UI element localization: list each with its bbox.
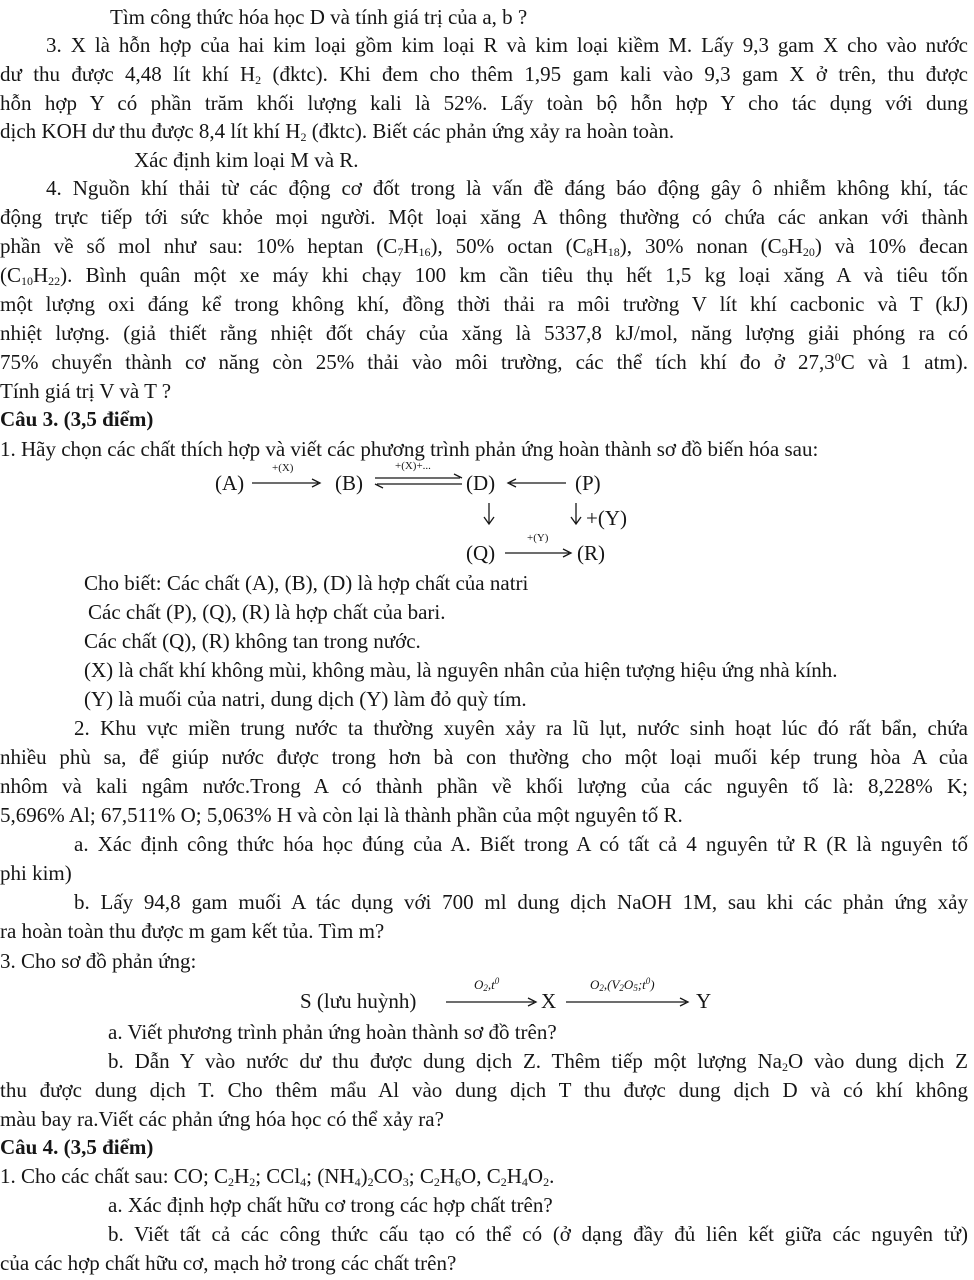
superscript: 0	[645, 976, 651, 986]
text: a. Xác định công thức hóa học đúng của A. Biết trong A có tất cả 4 nguyên tử R (R là nguyên tố	[74, 832, 968, 856]
text-line	[88, 599, 445, 625]
text: Câu 3. (3,5 điểm)	[0, 407, 154, 431]
arrow-s-x	[446, 1002, 540, 1012]
text: a. Xác định hợp chất hữu cơ trong các hợp chất trên?	[108, 1193, 553, 1217]
text: (X) là chất khí không mùi, không màu, là nguyên nhân của hiện tượng hiệu ứng nhà kính.	[84, 658, 838, 682]
text: 1. Hãy chọn các chất thích hợp và viết các phương trình phản ứng hoàn thành sơ đồ biến hóa sau:	[0, 437, 819, 461]
text: ; CCl	[255, 1164, 301, 1188]
subscript: 4	[354, 1175, 361, 1189]
text: hỗn hợp Y có phần trăm khối lượng kali là 52%. Lấy toàn bộ hỗn hợp Y cho tác dụng với dung	[0, 91, 968, 115]
superscript: 0	[494, 976, 500, 986]
text-line	[108, 1048, 968, 1074]
text: ). Bình quân một xe máy khi chạy 100 km cần tiêu thụ hết 1,5 kg loại xăng A và tiêu tốn	[60, 263, 968, 287]
text: một lượng oxi đáng kể trong không khí, đồng thời thải ra môi trường V lít khí cacbonic và T (kJ)	[0, 292, 968, 316]
arrow-label-pr: +(Y)	[586, 506, 627, 530]
text: )	[650, 977, 655, 992]
text: O	[474, 977, 484, 992]
text-line	[0, 1250, 456, 1276]
text-line	[0, 320, 968, 346]
problem-4-line	[46, 175, 968, 201]
subscript: 3	[402, 1175, 409, 1189]
subscript: 10	[21, 274, 33, 288]
text: Tìm công thức hóa học D và tính giá trị của a, b ?	[110, 5, 528, 29]
arrow-ab	[252, 483, 322, 493]
text-line	[0, 948, 196, 974]
text-line	[0, 262, 968, 288]
text: 4. Nguồn khí thải từ các động cơ đốt trong là vấn đề đáng báo động gây ô nhiễm không khí, tác	[46, 176, 968, 200]
subscript: 16	[418, 245, 431, 259]
text: )	[360, 1164, 368, 1188]
section-heading-cau-4	[0, 1134, 153, 1160]
text-line	[0, 349, 968, 375]
text: Tính giá trị V và T ?	[0, 379, 172, 403]
compound-x: X	[541, 989, 557, 1013]
text: động trực tiếp tới sức khỏe mọi người. Một loại xăng A thông thường có chứa các ankan với thành	[0, 205, 968, 229]
arrow-qr	[505, 553, 575, 563]
compound-q: (Q)	[466, 541, 496, 565]
text: H	[592, 234, 608, 258]
compound-s: S (lưu huỳnh)	[300, 989, 417, 1013]
text-line	[74, 831, 968, 857]
subscript: 8	[586, 245, 593, 259]
subscript: 2	[300, 130, 307, 144]
arrow-pd	[508, 483, 568, 493]
text: 75% chuyển thành cơ năng còn 25% thải vào môi trường, các thể tích khí đo ở 27,3	[0, 350, 835, 374]
text: ; (NH	[306, 1164, 355, 1188]
text: 3. Cho sơ đồ phản ứng:	[0, 949, 197, 973]
subscript: 9	[781, 245, 788, 259]
subscript: 22	[48, 274, 61, 288]
text: (C	[0, 263, 21, 287]
subscript: 4	[521, 1175, 528, 1189]
arrow-bd-reversible	[375, 478, 465, 492]
text: C và 1 atm).	[840, 350, 968, 374]
text-line	[108, 1221, 968, 1247]
text: nhiều phù sa, để giúp nước được trong hơn bà con thường cho một loại muối kép trung hòa A của	[0, 745, 968, 769]
text-line	[0, 1077, 968, 1103]
text: ra hoàn toàn thu được m gam kết tủa. Tìm m?	[0, 919, 385, 943]
text: 3. X là hỗn hợp của hai kim loại gồm kim loại R và kim loại kiềm M. Lấy 9,3 gam X cho vào nước	[46, 33, 968, 57]
text: Cho biết: Các chất (A), (B), (D) là hợp chất của natri	[84, 571, 529, 595]
subscript: 4	[300, 1175, 307, 1189]
text: ; C	[408, 1164, 434, 1188]
subscript: 7	[397, 245, 404, 259]
subscript: 2	[249, 1175, 256, 1189]
arrow-pr-down	[570, 503, 582, 527]
text: O	[623, 977, 634, 992]
subscript: 2	[543, 1175, 550, 1189]
subscript: 2	[619, 983, 624, 993]
text-line	[0, 378, 171, 404]
arrow-label-qr: +(Y)	[527, 532, 549, 544]
subscript: 6	[455, 1175, 462, 1189]
text-line	[0, 773, 968, 799]
text: dư thu được 4,48 lít khí H	[0, 62, 256, 86]
text: O	[590, 977, 600, 992]
text: ,(V	[603, 977, 620, 992]
text: Xác định kim loại M và R.	[134, 148, 359, 172]
text-line	[84, 628, 421, 654]
superscript: 0	[834, 350, 841, 364]
subscript: 2	[500, 1175, 507, 1189]
text: H	[234, 1164, 250, 1188]
text: O	[527, 1164, 544, 1188]
text: 1. Cho các chất sau: CO; C	[0, 1164, 229, 1188]
compound-r: (R)	[577, 541, 605, 565]
text: Các chất (P), (Q), (R) là hợp chất của bari.	[88, 600, 446, 624]
compound-p: (P)	[575, 471, 601, 495]
subscript: 18	[607, 245, 620, 259]
text-line	[0, 802, 683, 828]
subscript: 2	[782, 1060, 788, 1074]
text-line	[84, 657, 838, 683]
text-line	[0, 233, 968, 259]
subscript: 2	[228, 1175, 235, 1189]
text-line	[0, 860, 72, 886]
text: 2. Khu vực miền trung nước ta thường xuyên xảy ra lũ lụt, nước sinh hoạt lúc đó rất bẩn, chứa	[74, 716, 968, 740]
text: ;t	[637, 977, 646, 992]
text: b. Dẫn Y vào nước dư thu được dung dịch Z. Thêm tiếp một lượng Na	[108, 1049, 782, 1073]
text: 5,696% Al; 67,511% O; 5,063% H và còn lại là thành phần của một nguyên tố R.	[0, 803, 683, 827]
text: O, C	[461, 1164, 501, 1188]
text-line	[108, 1192, 553, 1218]
compound-a: (A)	[215, 471, 245, 495]
text-line	[74, 889, 968, 915]
text-line	[0, 744, 968, 770]
text: màu bay ra.Viết các phản ứng hóa học có thể xảy ra?	[0, 1107, 444, 1131]
text: CO	[373, 1164, 403, 1188]
text-line	[0, 918, 384, 944]
text: Các chất (Q), (R) không tan trong nước.	[84, 629, 421, 653]
text: của các hợp chất hữu cơ, mạch hở trong các chất trên?	[0, 1251, 457, 1275]
text: H	[787, 234, 803, 258]
subscript: 2	[599, 983, 604, 993]
text-line	[0, 291, 968, 317]
text: ,t	[487, 977, 495, 992]
text: H	[33, 263, 49, 287]
text: (đktc). Khi đem cho thêm 1,95 gam kali vào 9,3 gam X ở trên, thu được	[261, 62, 968, 86]
text-line	[0, 90, 968, 116]
text: H	[439, 1164, 456, 1188]
subscript: 2	[367, 1175, 374, 1189]
text-line	[0, 1106, 444, 1132]
section-heading-cau-3	[0, 406, 153, 432]
text: dịch KOH dư thu được 8,4 lít khí H	[0, 119, 301, 143]
text-line	[84, 570, 528, 596]
arrow-dq-down	[483, 503, 495, 527]
arrow-label-ab: +(X)	[272, 462, 294, 474]
text-line	[134, 147, 359, 173]
text: Câu 4. (3,5 điểm)	[0, 1135, 154, 1159]
text: nhôm và kali ngâm nước.Trong A có thành phần về khối lượng của các nguyên tố là: 8,228% K;	[0, 774, 968, 798]
text-line	[0, 61, 968, 87]
text: a. Viết phương trình phản ứng hoàn thành sơ đồ trên?	[108, 1020, 557, 1044]
text: H	[506, 1164, 522, 1188]
problem-3-line	[46, 32, 968, 58]
compound-d: (D)	[466, 471, 496, 495]
text: ), 30% nonan (C	[619, 234, 782, 258]
arrow-label-bd: +(X)+...	[395, 460, 431, 472]
arrow-condition-1	[474, 978, 499, 992]
text: phần về số mol như sau: 10% heptan (C	[0, 234, 398, 258]
text-line	[84, 686, 527, 712]
text-line	[110, 4, 527, 30]
subscript: 20	[802, 245, 815, 259]
subscript: 2	[433, 1175, 440, 1189]
text: thu được dung dịch T. Cho thêm mẩu Al vào dung dịch T thu được dung dịch D và có khí không	[0, 1078, 968, 1102]
text: H	[403, 234, 419, 258]
text: ), 50% octan (C	[430, 234, 587, 258]
text-line	[74, 715, 968, 741]
text-line	[0, 436, 818, 462]
arrow-x-y	[566, 1002, 692, 1012]
subscript: 2	[255, 73, 262, 87]
text: (đktc). Biết các phản ứng xảy ra hoàn toàn.	[306, 119, 675, 143]
text: .	[549, 1164, 555, 1188]
text: O vào dung dịch Z	[788, 1049, 968, 1073]
text-line	[0, 1163, 554, 1189]
subscript: 5	[633, 983, 638, 993]
text-line	[0, 204, 968, 230]
text: b. Viết tất cả các công thức cấu tạo có thể có (ở dạng đầy đủ liên kết giữa các nguyên tử)	[108, 1222, 968, 1246]
text: (Y) là muối của natri, dung dịch (Y) làm đỏ quỳ tím.	[84, 687, 527, 711]
text: phi kim)	[0, 861, 72, 885]
compound-b: (B)	[335, 471, 363, 495]
subscript: 2	[483, 983, 488, 993]
text: b. Lấy 94,8 gam muối A tác dụng với 700 ml dung dịch NaOH 1M, sau khi các phản ứng xảy	[74, 890, 968, 914]
text: ) và 10% đecan	[814, 234, 968, 258]
compound-y: Y	[696, 989, 712, 1013]
text-line	[0, 118, 674, 144]
text: nhiệt lượng. (giả thiết rằng nhiệt đốt cháy của xăng là 5337,8 kJ/mol, năng lượng giải phóng ra có	[0, 321, 968, 345]
arrow-condition-2	[590, 978, 655, 992]
text-line	[108, 1019, 557, 1045]
